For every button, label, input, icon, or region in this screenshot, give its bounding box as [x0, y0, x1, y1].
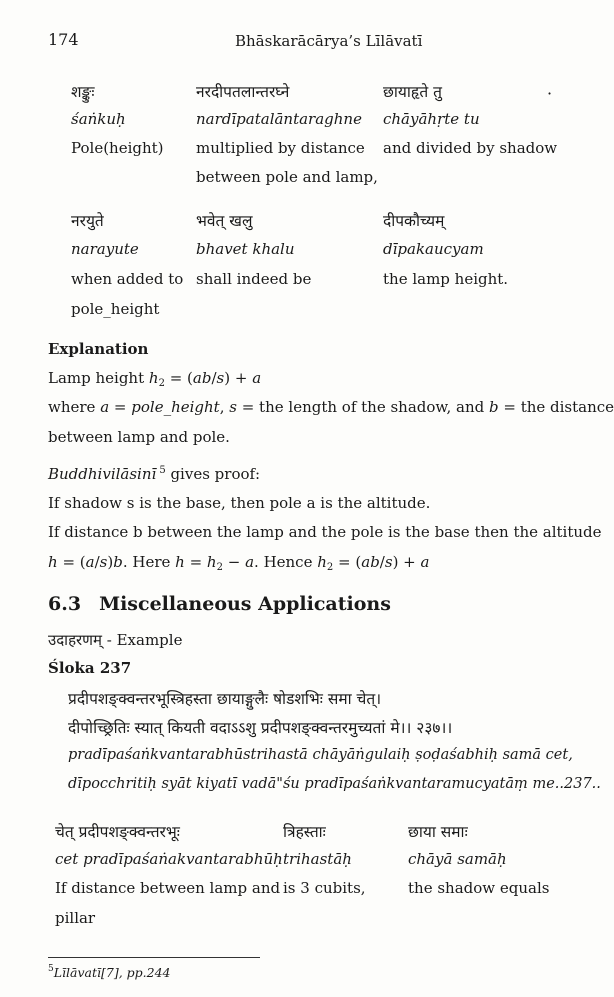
where-line: where a = pole_height, s = the length of the shadow, and b = the distance [48, 398, 614, 416]
page-number: 174 [48, 30, 79, 49]
section-number: 6.3 [48, 593, 82, 615]
word-devanagari: दीपकौच्यम् [383, 212, 445, 230]
word-meaning: pillar [55, 909, 96, 927]
word-meaning: Pole(height) [71, 139, 164, 157]
word-transliteration: trihastāḥ [283, 850, 352, 868]
word-devanagari: छाया समाः [408, 823, 468, 841]
proof-line-2: If distance b between the lamp and the pole is the base then the altitude [48, 523, 602, 541]
word-transliteration: bhavet khalu [196, 240, 295, 258]
sloka-transliteration-line-2: dīpocchritiḥ syāt kiyatī vadā"śu pradīpaśaṅkvantaramucyatāṃ me..237.. [68, 776, 601, 792]
word-devanagari: नरदीपतलान्तरघ्ने [196, 83, 290, 101]
formula-label: Lamp height [48, 369, 149, 387]
word-devanagari: नरयुते [71, 212, 104, 230]
word-meaning: the lamp height. [383, 270, 509, 288]
word-meaning: If distance between lamp and [55, 879, 281, 897]
sloka-transliteration-line-1: pradīpaśaṅkvantarabhūstrihastā chāyāṅgulaiḥ ṣoḍaśabhiḥ samā cet, [68, 747, 573, 763]
word-devanagari: भवेत् खलु [196, 212, 253, 230]
section-heading [48, 593, 391, 615]
word-transliteration: dīpakaucyam [383, 240, 484, 258]
section-title: Miscellaneous Applications [99, 593, 391, 615]
footnote-rule [48, 957, 260, 958]
word-transliteration: śaṅkuḥ [71, 110, 126, 128]
word-transliteration: nardīpatalāntaraghne [196, 110, 362, 128]
word-meaning: is 3 cubits, [283, 879, 366, 897]
word-transliteration: narayute [71, 240, 139, 258]
between-line: between lamp and pole. [48, 428, 230, 446]
word-meaning: pole_height [71, 300, 160, 318]
sloka-sanskrit-line-1: प्रदीपशङ्क्वन्तरभूस्त्रिहस्ता छायाङ्गुलैः षोडशभिः समा चेत्। [68, 690, 382, 708]
explanation-heading: Explanation [48, 340, 149, 358]
word-meaning: multiplied by distance [196, 139, 365, 157]
word-meaning: the shadow equals [408, 879, 550, 897]
word-devanagari: छायाहृते तु [383, 83, 443, 101]
word-transliteration: cet pradīpaśaṅakvantarabhūḥ [55, 850, 283, 868]
footnote-text: Līlāvatī[7], pp.244 [53, 965, 171, 980]
word-devanagari: त्रिहस्ताः [283, 823, 326, 841]
margin-mark: · [547, 84, 553, 103]
word-transliteration: chāyā samāḥ [408, 850, 507, 868]
word-meaning: and divided by shadow [383, 139, 558, 157]
proof-line-3: h = (a/s)b. Here $h = h_2 - a$. Hence $h_2 = (ab/s) + a$ [48, 553, 430, 573]
footnote-ref: 5 [159, 465, 166, 476]
sloka-sanskrit-line-2: दीपोच्छ्रितिः स्यात् कियती वदाऽऽशु प्रदीपशङ्क्वन्तरमुच्यतां मे।। २३७।। [68, 719, 453, 737]
word-meaning: when added to [71, 270, 184, 288]
source-title: Buddhivilāsinī [48, 465, 157, 483]
sloka-label: Śloka 237 [48, 659, 132, 677]
footnote-marker: 5 [48, 964, 54, 974]
footnote [48, 964, 171, 980]
running-title: Bhāskarācārya’s Līlāvatī [235, 32, 423, 50]
proof-line-1: If shadow s is the base, then pole a is the altitude. [48, 494, 431, 512]
word-meaning: shall indeed be [196, 270, 312, 288]
word-meaning: between pole and lamp, [196, 168, 378, 186]
lamp-height-formula: Lamp height $h_2 = (ab/s) + a$ [48, 369, 262, 389]
word-devanagari: शङ्कुः [71, 83, 95, 101]
proof-intro: Buddhivilāsinī $^5$ gives proof: [48, 465, 261, 483]
word-devanagari: चेत् प्रदीपशङ्क्वन्तरभूः [55, 823, 180, 841]
example-label: उदाहरणम् - Example [48, 631, 183, 649]
word-transliteration: chāyāhṛte tu [383, 110, 480, 128]
